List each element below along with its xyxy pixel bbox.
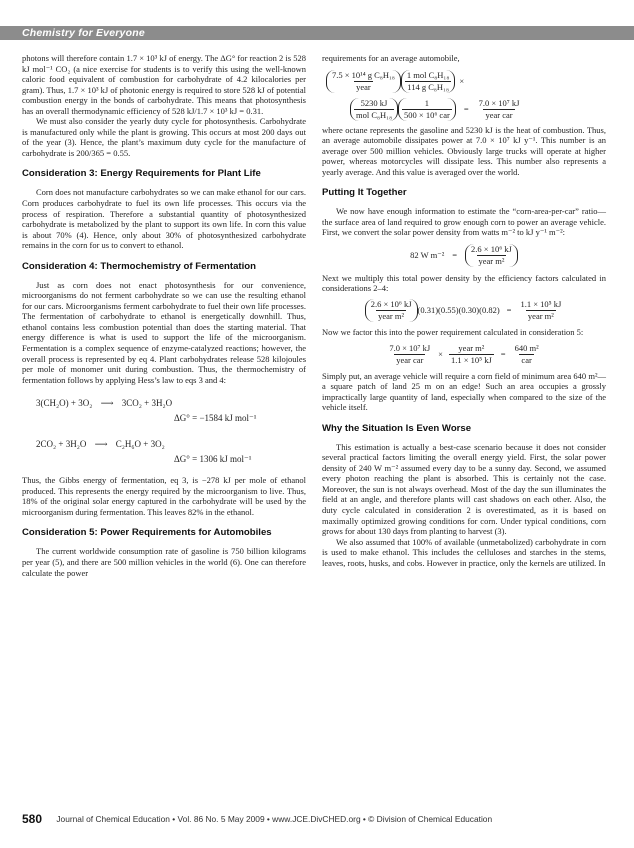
paragraph: where octane represents the gasoline and 5230 kJ is the heat of combustion. Thus, an average automobile dissipates power at 7.0 × 10⁷ kJ y⁻¹. This number is an average over 500 million vehicles. Obviously large trucks will operate at higher power, whereas motorcycles will dissipate less. This number also represents a yearly average. And this value is averaged over the world. xyxy=(322,124,606,177)
paragraph: photons will therefore contain 1.7 × 10³ kJ of energy. The ΔG° for reaction 2 is 528 kJ mol⁻¹ CO₂ (a nice exercise for students is to verify this using the well-known caloric food equivalent of combustion for carbohydrate of 4.2 kilocalories per gram). Thus, 1.7 × 10³ kJ of photonic energy is required to store 528 kJ of potential combustion energy in the bonds of carbohydrate. This means that photosynthesis has an overall thermodynamic efficiency of 528 kJ/1.7 × 10³ kJ = 0.31. xyxy=(22,53,306,116)
section-heading: Consideration 4: Thermochemistry of Fermentation xyxy=(22,260,257,272)
paragraph: This estimation is actually a best-case scenario because it does not consider several practical factors limiting the overall energy yield. First, the solar power density of 240 W m⁻² assumed every day to be a sunny day. Second, we assumed every photon reaching the plant is absorbed. This is certainly not the case. Moreover, the sun is not always overhead. Most of the day the sun illuminates the field at an angle, and therefore plants will cast shadows on each other. Also, the duty cycle calculated in consideration 2 is overestimated, as it is based on maximally optimized growing conditions for corn. Under typical conditions, corn grows for about 130 days from planting to harvest (3). xyxy=(322,441,606,537)
eq3-products: 3CO₂ + 3H₂O xyxy=(121,398,173,409)
eq3-gibbs: ΔG° = −1584 kJ mol⁻¹ xyxy=(174,413,257,424)
paragraph: The current worldwide consumption rate of gasoline is 750 billion kilograms per year (5), and there are 500 million vehicles in the world (6). One can therefore calculate the power xyxy=(22,546,306,578)
eq4-products: C₂H₆O + 3O₂ xyxy=(115,439,165,450)
equation-a: $\frac{\text{7.5 × 10¹⁴ g C₈H₁₈}}{\text{year}}$ $\frac{\text{1 mol C₈H₁₈}}{\text{114 g C₈H₁₈}}$ × $\frac{5230 kJ}{\text{mol C₈H₁₈}}$ $\frac{1}{\text{500 × 10⁶ car}}$ = $\frac{\text{7.0 × 10⁷ kJ}}{\text{year car}}$ xyxy=(322,70,606,121)
equation-c: $\frac{\text{2.6 × 10⁶ kJ}}{\text{year m²}}$ (0.31)(0.55)(0.30)(0.82) = $\frac{\text{1.1 × 10⁵ kJ}}{\text{year m²}}$ xyxy=(322,299,606,322)
section-heading: Why the Situation Is Even Worse xyxy=(322,422,472,434)
section-banner xyxy=(0,26,634,40)
equation-b: 82 W m⁻² = $\frac{\text{2.6 × 10⁶ kJ}}{\text{year m²}}$ xyxy=(322,244,606,267)
paragraph: Next we multiply this total power density by the efficiency factors calculated in considerations 2–4: xyxy=(322,272,606,294)
page-number: 580 xyxy=(22,812,43,826)
eq4-gibbs: ΔG° = 1306 kJ mol⁻¹ xyxy=(174,454,252,465)
equation-d: $\frac{\text{7.0 × 10⁷ kJ}}{\text{year car}}$ × $\frac{\text{year m²}}{\text{1.1 × 10⁵ kJ}}$ = $\frac{\text{640 m²}}{\text{car}}$ xyxy=(389,342,539,365)
paragraph: We must also consider the yearly duty cycle for photosynthesis. Carbohydrate is manufactured only while the plant is growing. This occurs at most 200 days out of the year (3). Hence, the plant’s maximum duty cycle for the manufacture of carbohydrate is 200/365 = 0.55. xyxy=(22,116,306,158)
left-column xyxy=(22,53,306,578)
paragraph: Now we factor this into the power requirement calculated in consideration 5: xyxy=(322,327,584,338)
paragraph: We also assumed that 100% of available (unmetabolized) carbohydrate in corn is used to make ethanol. This includes the celluloses and starches in the stems, leaves, roots, husks, and cobs. However in practice, only the kernels are utilized. In xyxy=(322,536,606,568)
reaction-arrow-icon: ⟶ xyxy=(100,398,114,409)
section-heading: Consideration 3: Energy Requirements for Plant Life xyxy=(22,168,261,180)
section-heading: Consideration 5: Power Requirements for Automobiles xyxy=(22,527,272,539)
paragraph: Thus, the Gibbs energy of fermentation, eq 3, is −278 kJ per mole of ethanol produced. This represents the energy required by the microorganism to live. Thus, 18% of the original solar energy captured in the carbohydrate will be used by the microorganism during fermentation. This leaves 82% in the ethanol. xyxy=(22,475,306,517)
equation-3 xyxy=(22,397,306,424)
reaction-arrow-icon: ⟶ xyxy=(94,439,108,450)
section-heading: Putting It Together xyxy=(322,187,407,199)
page-footer xyxy=(22,812,612,826)
paragraph: requirements for an average automobile, xyxy=(322,53,460,63)
journal-citation: Journal of Chemical Education • Vol. 86 No. 5 May 2009 • www.JCE.DivCHED.org • © Division of Chemical Education xyxy=(56,814,493,824)
banner-title: Chemistry for Everyone xyxy=(22,27,145,39)
paragraph: Just as corn does not enact photosynthesis for our convenience, microorganisms do not ferment carbohydrate so we can use the resulting ethanol for our cars. Microorganisms ferment carbohydrate to fuel their own life processes. The fermentation of carbohydrate to ethanol is energetically downhill. Thus, ethanol contains less combustion potential than does the starting material. That energy difference is what is used to support the life of the microorganism. Fermentation is a complex sequence of enzyme-catalyzed reactions; however, the overall process is represented by eq 4. Plant carbohydrates release 528 kilojoules per mole of monomer unit during combustion. Thus, the thermochemistry of fermentation follows by applying Hess’s law to eqs 3 and 4: xyxy=(22,279,306,385)
paragraph: Corn does not manufacture carbohydrates so we can make ethanol for our cars. Corn produces carbohydrate to fuel its own life processes. This occurs via the process of respiration. Therefore a substantial quantity of photosynthesized carbohydrate is metabolized by the plant to support its own life. In corn this value is about 70% (4). Hence, only about 30% of photosynthesized carbohydrate remains in the corn for us to convert to ethanol. xyxy=(22,187,306,251)
equation-4 xyxy=(22,438,306,465)
paragraph: Simply put, an average vehicle will require a corn field of minimum area 640 m²—a square patch of land 25 m on an edge! Such an area occupies a grossly impractically large quantity of land, especially when compared to the size of the vehicle itself. xyxy=(322,370,606,413)
paragraph: We now have enough information to estimate the “corn-area-per-car” ratio—the surface area of land required to grow enough corn to power an average vehicle. First, we convert the solar power density from watts m⁻² to kJ y⁻¹ m⁻²: xyxy=(322,206,606,238)
right-column xyxy=(322,53,606,568)
eq4-reactants: 2CO₂ + 3H₂O xyxy=(36,439,87,450)
eq3-reactants: 3(CH₂O) + 3O₂ xyxy=(36,398,93,409)
